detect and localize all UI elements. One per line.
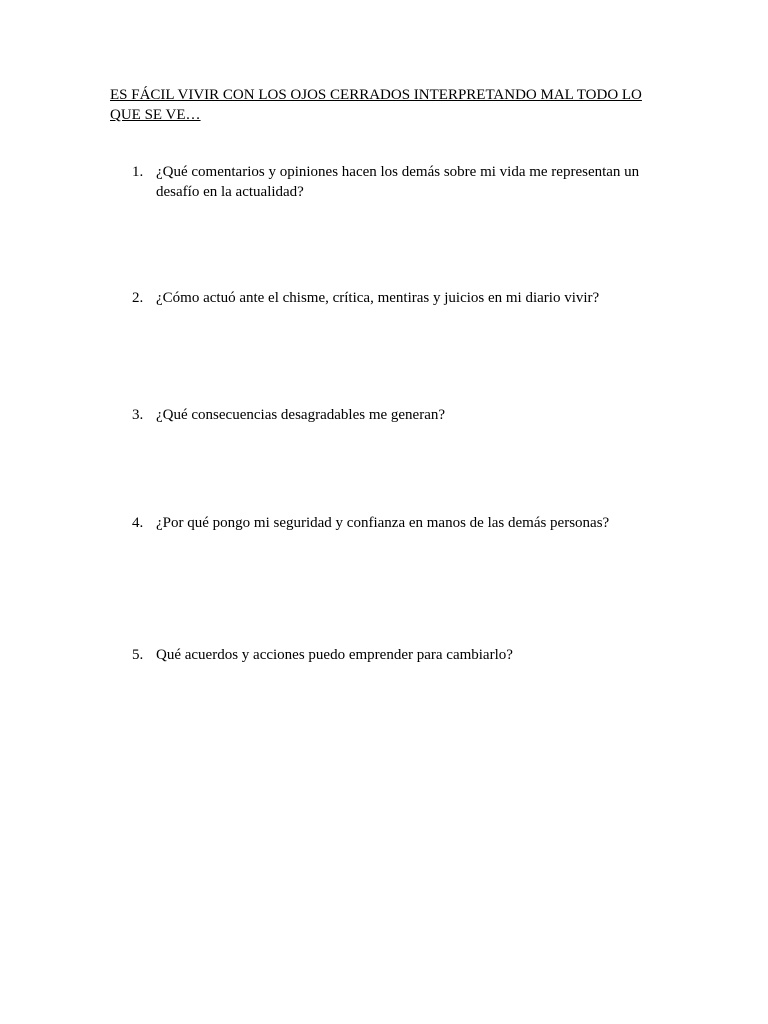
question-item (110, 405, 670, 425)
question-number: 2. (132, 290, 144, 306)
question-item (110, 288, 670, 308)
question-item (110, 645, 670, 665)
question-number: 5. (132, 647, 144, 663)
question-number: 1. (132, 164, 144, 180)
question-text: ¿Por qué pongo mi seguridad y confianza en manos de las demás personas? (156, 515, 610, 531)
question-text: ¿Qué consecuencias desagradables me generan? (156, 407, 446, 423)
question-text: ¿Cómo actuó ante el chisme, crítica, mentiras y juicios en mi diario vivir? (156, 290, 600, 306)
question-item (110, 513, 670, 533)
question-text: ¿Qué comentarios y opiniones hacen los demás sobre mi vida me representan un desafío en la actualidad? (156, 164, 640, 200)
question-number: 3. (132, 407, 144, 423)
question-text: Qué acuerdos y acciones puedo emprender para cambiarlo? (156, 647, 513, 663)
question-item (110, 162, 670, 202)
question-number: 4. (132, 515, 144, 531)
document-title: ES FÁCIL VIVIR CON LOS OJOS CERRADOS INTERPRETANDO MAL TODO LO QUE SE VE… (110, 87, 642, 123)
